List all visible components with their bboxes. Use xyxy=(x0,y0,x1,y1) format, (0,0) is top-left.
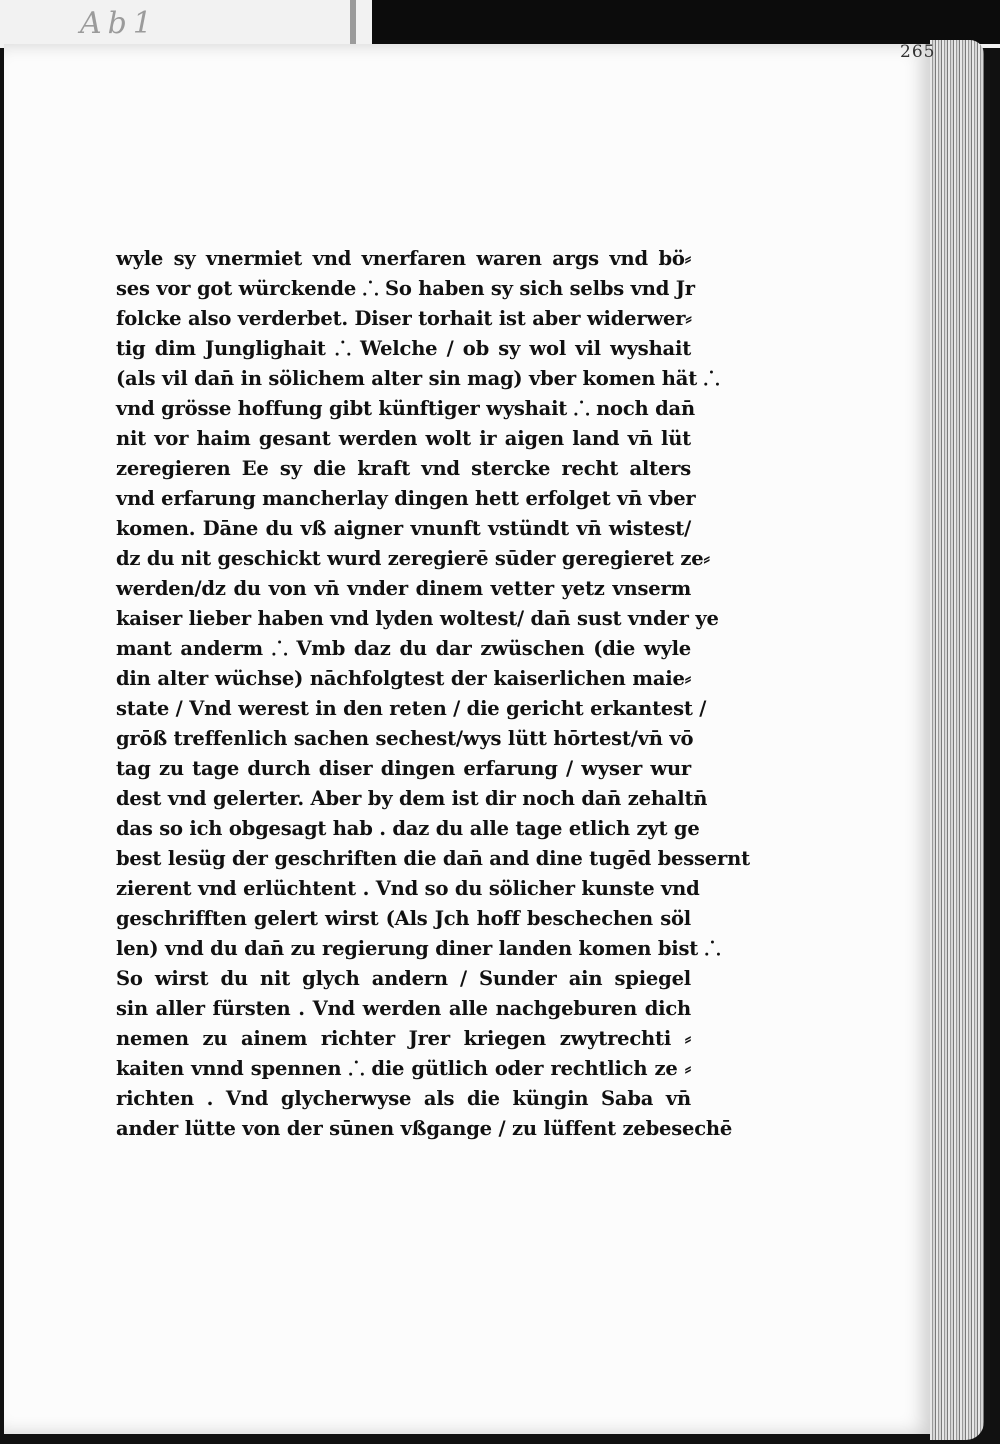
text-line: zeregieren Ee sy die kraft vnd stercke recht alters xyxy=(116,457,691,480)
page-edges xyxy=(930,40,984,1440)
text-line: vnd erfarung mancherlay dingen hett erfolget vn̄ vber xyxy=(116,487,696,510)
text-line: werden/dz du von vn̄ vnder dinem vetter yetz vnserm xyxy=(116,577,691,600)
text-line: So wirst du nit glych andern / Sunder ain spiegel xyxy=(116,967,691,990)
text-line: nemen zu ainem richter Jrer kriegen zwytrechti ⸗ xyxy=(116,1027,691,1050)
text-line: komen. Dāne du vß aigner vnunft vstündt vn̄ wistest/ xyxy=(116,517,691,540)
text-line: state / Vnd werest in den reten / die gericht erkantest / xyxy=(116,697,707,720)
text-line: ander lütte von der sūnen vßgange / zu lüffent zebesechē xyxy=(116,1117,733,1140)
text-block xyxy=(116,244,750,1178)
text-line: len) vnd du dan̄ zu regierung diner landen komen bist ⸫ xyxy=(116,937,721,960)
archival-pencil-note: Ab1 xyxy=(80,6,158,41)
text-line: zierent vnd erlüchtent . Vnd so du sölicher kunste vnd xyxy=(116,877,700,900)
text-line: geschrifften gelert wirst (Als Jch hoff beschechen söl xyxy=(116,907,691,930)
text-line: dz du nit geschickt wurd zeregierē sūder geregieret ze⸗ xyxy=(116,547,710,570)
text-line: ses vor got würckende ⸫ So haben sy sich selbs vnd Jr xyxy=(116,277,695,300)
folio-number: 265 xyxy=(900,42,936,62)
book-page xyxy=(4,44,934,1434)
text-line: vnd grösse hoffung gibt künftiger wyshait ⸫ noch dan̄ xyxy=(116,397,695,420)
text-line: best lesüg der geschriften die dan̄ and dine tugēd bessernt xyxy=(116,847,750,870)
text-line: din alter wüchse) nāchfolgtest der kaiserlichen maie⸗ xyxy=(116,667,691,690)
text-line: nit vor haim gesant werden wolt ir aigen land vn̄ lüt xyxy=(116,427,691,450)
text-line: tag zu tage durch diser dingen erfarung / wyser wur xyxy=(116,757,691,780)
text-line: richten . Vnd glycherwyse als die küngin Saba vn̄ xyxy=(116,1087,691,1110)
text-line: tig dim Junglighait ⸫ Welche / ob sy wol vil wyshait xyxy=(116,337,691,360)
dark-background xyxy=(372,0,1000,44)
text-line: wyle sy vnermiet vnd vnerfaren waren args vnd bö⸗ xyxy=(116,247,691,270)
text-line: sin aller fürsten . Vnd werden alle nachgeburen dich xyxy=(116,997,691,1020)
strip-bracket xyxy=(350,0,356,46)
text-line: das so ich obgesagt hab . daz du alle tage etlich zyt ge xyxy=(116,817,700,840)
text-line: grōß treffenlich sachen sechest/wys lütt hōrtest/vn̄ vō xyxy=(116,727,694,750)
text-line: kaiten vnnd spennen ⸫ die gütlich oder rechtlich ze ⸗ xyxy=(116,1057,691,1080)
text-line: mant anderm ⸫ Vmb daz du dar zwüschen (die wyle xyxy=(116,637,691,660)
text-line: (als vil dan̄ in sölichem alter sin mag) vber komen hät ⸫ xyxy=(116,367,720,390)
text-line: dest vnd gelerter. Aber by dem ist dir noch dan̄ zehaltn̄ xyxy=(116,787,708,810)
text-line: folcke also verderbet. Diser torhait ist aber widerwer⸗ xyxy=(116,307,692,330)
text-line: kaiser lieber haben vnd lyden woltest/ dan̄ sust vnder ye xyxy=(116,607,719,630)
